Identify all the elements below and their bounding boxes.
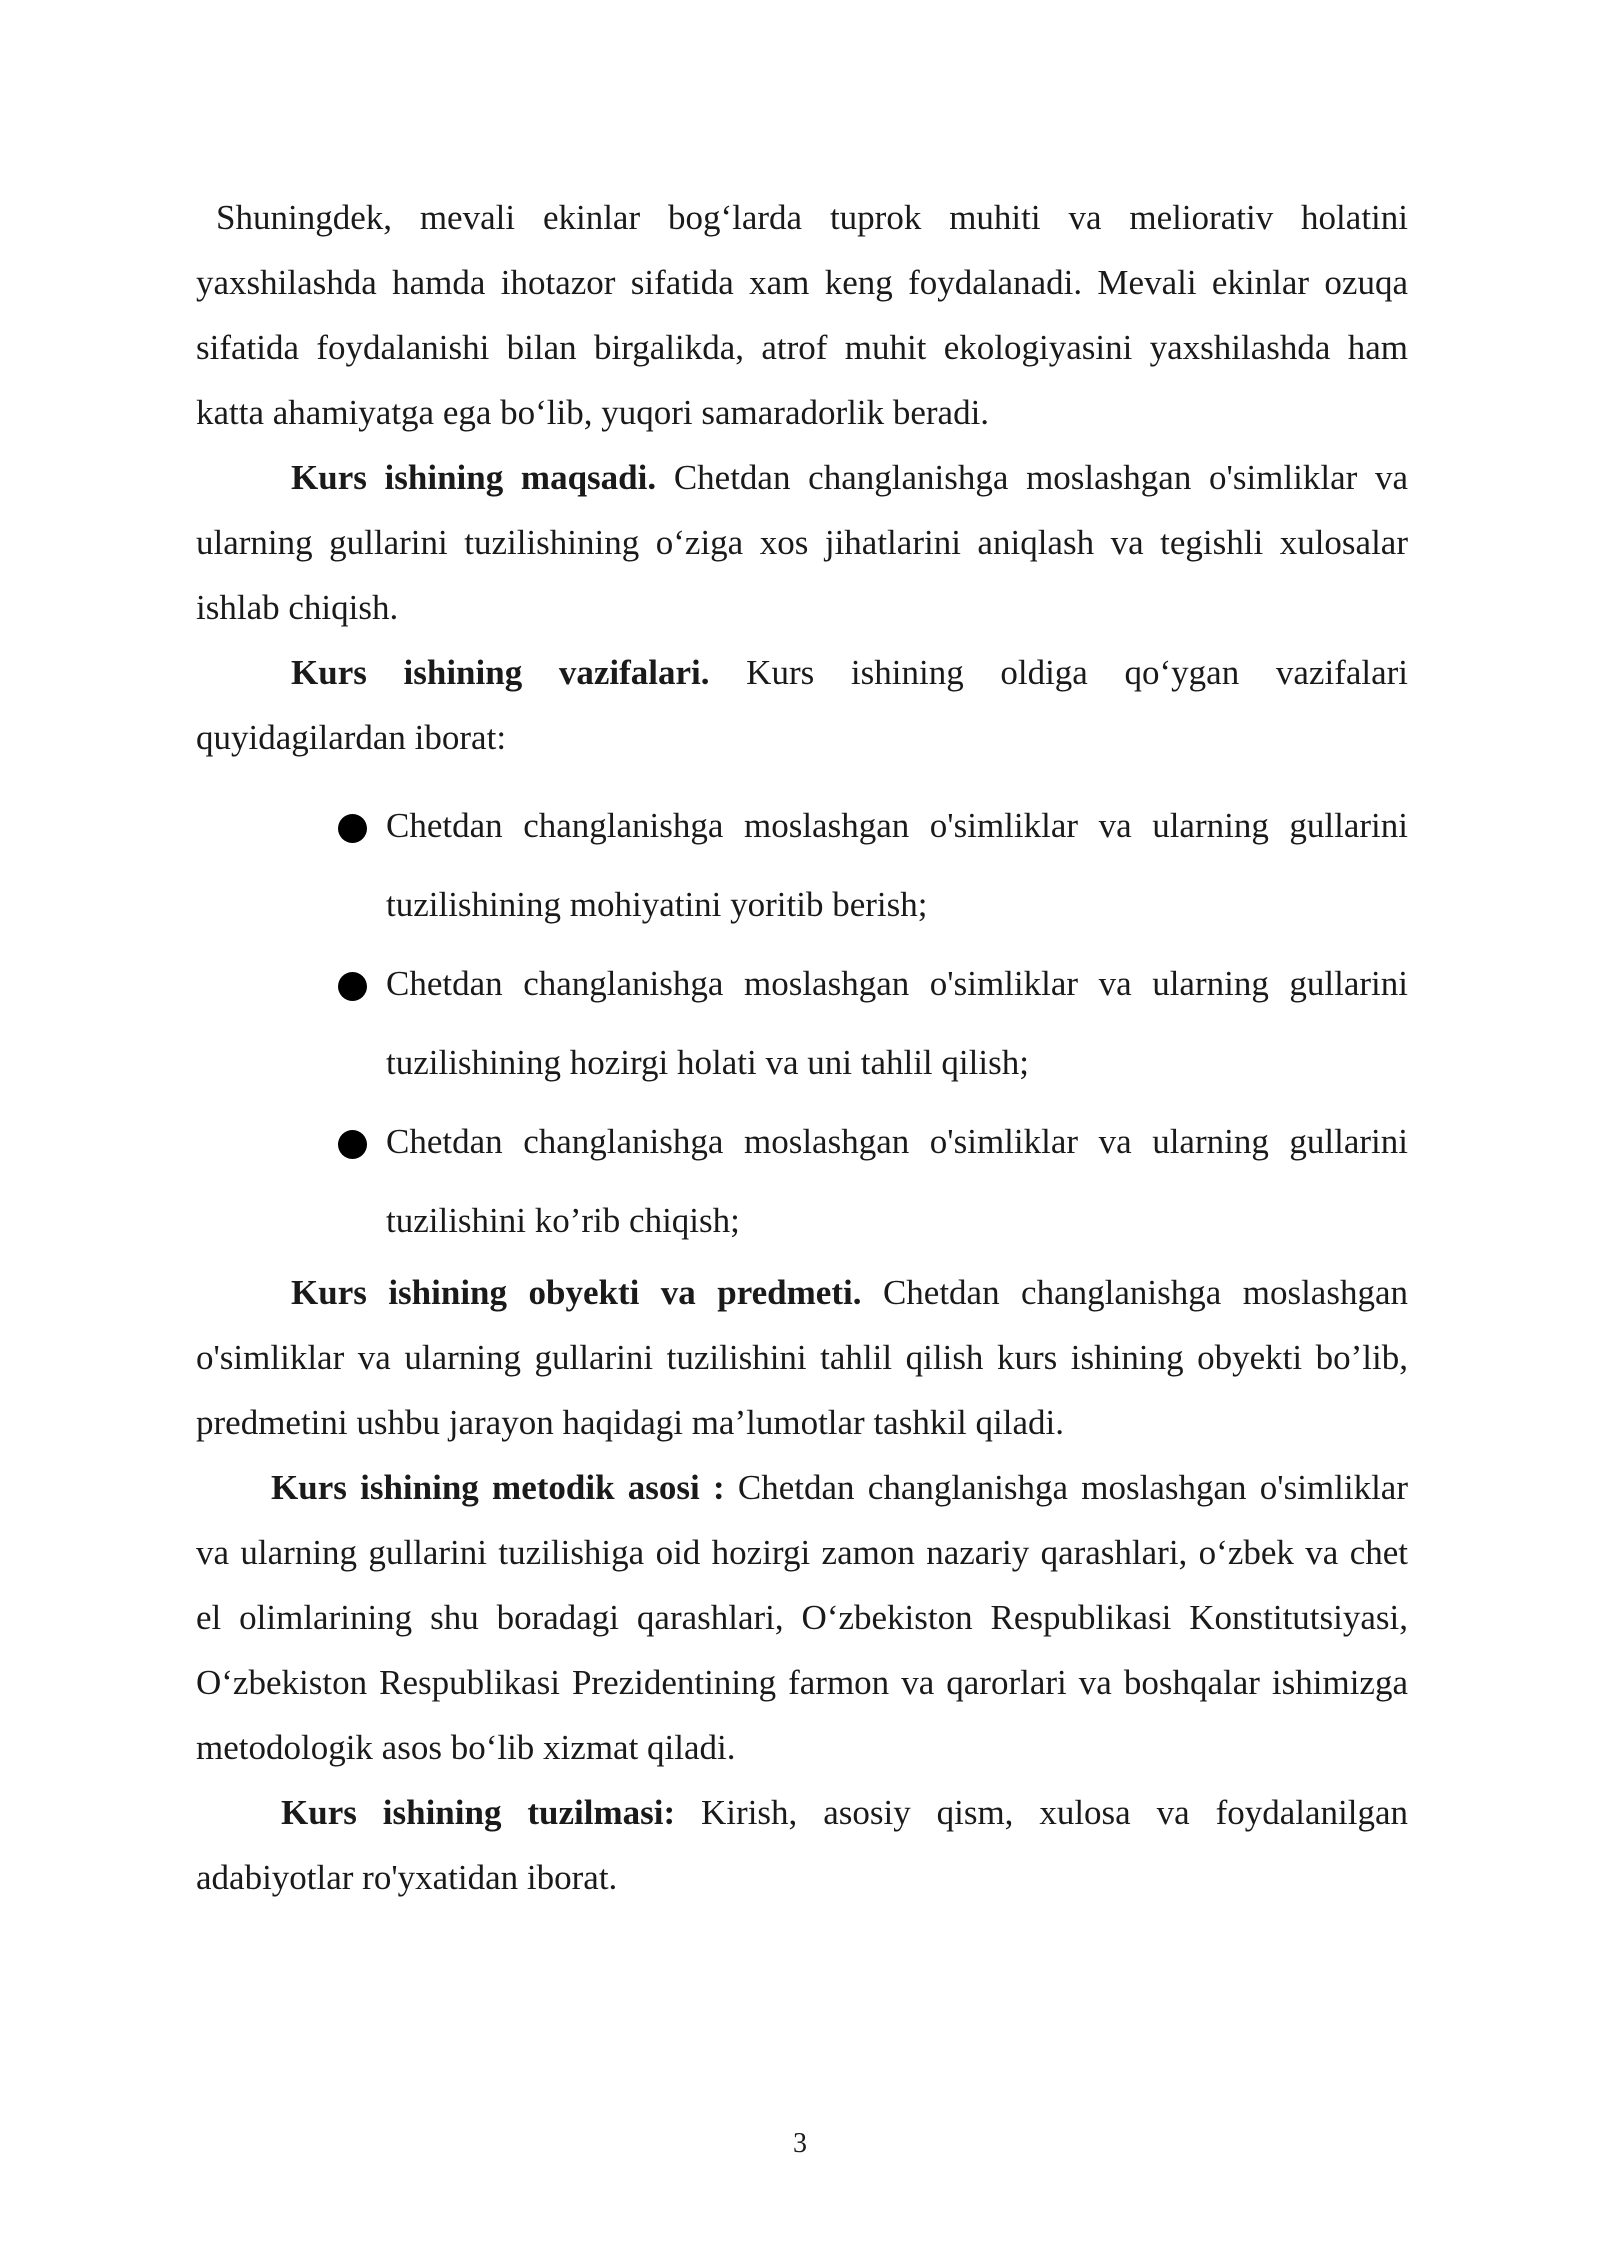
list-item-text: Chetdan changlanishga moslashgan o'simliklar va ularning gullarini tuzilishini ko’rib chiqish; <box>386 1122 1408 1240</box>
list-item <box>386 786 1408 944</box>
tasks-list <box>196 786 1408 1260</box>
object-paragraph <box>196 1260 1408 1455</box>
tasks-paragraph <box>196 640 1408 770</box>
intro-paragraph: Shuningdek, mevali ekinlar bog‘larda tuprok muhiti va meliorativ holatini yaxshilashda hamda ihotazor sifatida xam keng foydalanadi. Mevali ekinlar ozuqa sifatida foydalanishi bilan birgalikda, atrof muhit ekologiyasini yaxshilashda ham katta ahamiyatga ega bo‘lib, yuqori samaradorlik beradi. <box>196 198 1408 432</box>
bullet-dot-icon <box>338 814 367 843</box>
structure-text: Kirish, asosiy qism, xulosa va foydalanilgan adabiyotlar ro'yxatidan iborat. <box>196 1793 1409 1897</box>
structure-paragraph <box>196 1780 1408 1910</box>
goal-heading: Kurs ishining maqsadi. <box>291 458 657 497</box>
list-item-text: Chetdan changlanishga moslashgan o'simliklar va ularning gullarini tuzilishining mohiyatini yoritib berish; <box>386 806 1408 924</box>
object-heading: Kurs ishining obyekti va predmeti. <box>291 1273 862 1312</box>
list-item <box>386 944 1408 1102</box>
method-paragraph <box>196 1455 1408 1780</box>
page-number: 3 <box>793 2128 807 2159</box>
goal-text: Chetdan changlanishga moslashgan o'simliklar va ularning gullarini tuzilishining o‘ziga xos jihatlarini aniqlash va tegishli xulosalar ishlab chiqish. <box>196 458 1408 627</box>
structure-heading: Kurs ishining tuzilmasi: <box>281 1793 676 1832</box>
method-heading: Kurs ishining metodik asosi : <box>271 1468 725 1507</box>
method-text: Chetdan changlanishga moslashgan o'simliklar va ularning gullarini tuzilishiga oid hozirgi zamon nazariy qarashlari, o‘zbek va chet el olimlarining shu boradagi qarashlari, O‘zbekiston Respublikasi Konstitutsiyasi, O‘zbekiston Respublikasi Prezidentining farmon va qarorlari va boshqalar ishimizga metodologik asos bo‘lib xizmat qiladi. <box>196 1468 1408 1767</box>
tasks-text: Kurs ishining oldiga qo‘ygan vazifalari quyidagilardan iborat: <box>196 653 1408 757</box>
list-item <box>386 1102 1408 1260</box>
page-content <box>196 185 1408 1910</box>
bullet-dot-icon <box>338 1130 367 1159</box>
goal-paragraph <box>196 445 1408 640</box>
object-text: Chetdan changlanishga moslashgan o'simliklar va ularning gullarini tuzilishini tahlil qilish kurs ishining obyekti bo’lib, predmetini ushbu jarayon haqidagi ma’lumotlar tashkil qiladi. <box>196 1273 1408 1442</box>
list-item-text: Chetdan changlanishga moslashgan o'simliklar va ularning gullarini tuzilishining hozirgi holati va uni tahlil qilish; <box>386 964 1408 1082</box>
bullet-dot-icon <box>338 972 367 1001</box>
tasks-heading: Kurs ishining vazifalari. <box>291 653 710 692</box>
